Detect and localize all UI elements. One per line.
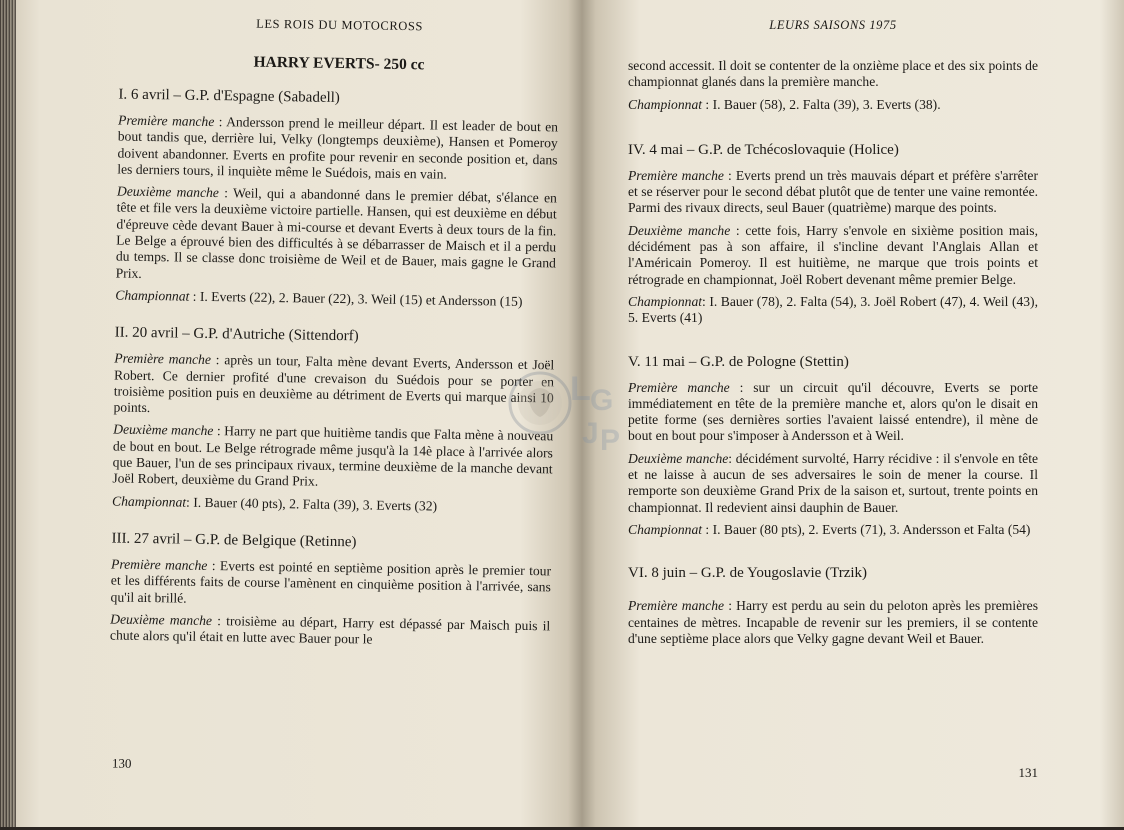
paragraph <box>112 422 553 494</box>
section-heading: V. 11 mai – G.P. de Pologne (Stettin) <box>628 353 849 370</box>
paragraph-text: : Everts est pointé en septième position après le premier tour et les différents faits de course l'amènent en cinquième position à l'arrivée, sans qu'il ait brillé. <box>110 557 552 606</box>
paragraph <box>110 556 551 612</box>
left-page-number: 130 <box>111 755 132 771</box>
paragraph-text: second accessit. Il doit se contenter de la onzième place et des six points de championnat glanés dans la première manche. <box>628 58 1038 90</box>
paragraph-text: : cette fois, Harry s'envole en sixième position mais, décidément pas à son affaire, il s'incline devant l'Anglais Allan et l'Américain Pomeroy. Il est huitième, ne marque que trois points et rétrograde en championnat, Joël Robert devenant même premier Belge. <box>628 222 1038 287</box>
paragraph-label: Championnat <box>628 521 703 537</box>
svg-text:J: J <box>582 417 599 450</box>
paragraph <box>115 287 555 310</box>
page-edges <box>0 0 16 827</box>
left-content <box>110 52 559 657</box>
paragraph-text: : Andersson prend le meilleur départ. Il est leader de bout en bout tandis que, derrière lui, Velky (longtemps deuxième), Hansen et Pomeroy doivent abandonner. Everts en profite pour revenir en seconde position et, dans les derniers tours, il inquiète même le Suédois, mais en vain. <box>117 114 559 182</box>
paragraph-text: : I. Everts (22), 2. Bauer (22), 3. Weil (15) et Andersson (15) <box>189 288 523 309</box>
section-espagne <box>115 86 558 311</box>
chapter-title: HARRY EVERTS- 250 cc <box>253 53 425 74</box>
svg-text:G: G <box>590 384 614 417</box>
svg-text:L: L <box>570 370 591 408</box>
paragraph-text: : après un tour, Falta mène devant Everts, Andersson et Joël Robert. Ce dernier profité d'une crevaison du Suédois pour se porter en troisième position puis en deuxième au détriment de Everts qui marque ainsi 10 points. <box>113 352 555 416</box>
section-tchecoslovaquie <box>628 141 1038 327</box>
paragraph <box>116 184 557 289</box>
paragraph <box>628 58 1038 91</box>
paragraph-text: : I. Bauer (58), 2. Falta (39), 3. Everts (38). <box>702 96 941 112</box>
right-content <box>628 58 1038 653</box>
paragraph-text: : décidément survolté, Harry récidive : il s'envole en tête et ne laisse à aucun de ses adversaires le soin de mener la course. Il remporte son deuxième Grand Prix de la saison et, surtout, trente points en championnat. Il redevient ainsi dauphin de Bauer. <box>628 450 1038 515</box>
paragraph-label: Championnat <box>111 493 187 510</box>
paragraph-text: : I. Bauer (40 pts), 2. Falta (39), 3. Everts (32) <box>185 494 438 514</box>
paragraph-label: Championnat <box>628 96 703 112</box>
section-heading: IV. 4 mai – G.P. de Tchécoslovaquie (Holice) <box>628 141 899 158</box>
section-pologne <box>628 353 1038 539</box>
paragraph <box>628 97 1038 113</box>
paragraph-text: : I. Bauer (78), 2. Falta (54), 3. Joël Robert (47), 4. Weil (43), 5. Everts (41) <box>628 293 1038 326</box>
paragraph-label: Championnat <box>628 293 703 309</box>
paragraph-label: Première manche <box>117 112 215 130</box>
paragraph-text: : Harry est perdu au sein du peloton après les premières centaines de mètres. Incapable de revenir sur les premiers, il se contente d'une septième place alors que Velky gagne devant Weil et Bauer. <box>628 598 1038 646</box>
paragraph-label: Première manche <box>628 379 730 395</box>
paragraph <box>628 294 1038 327</box>
paragraph <box>628 451 1038 516</box>
paragraph-text: : Weil, qui a abandonné dans le premier débat, s'élance en tête et file vers la deuxième victoire partielle. Hansen, qui est deuxième en début d'épreuve cède devant Bauer à mi-course et devant Everts à deux tours de la fin. Le Belge a éprouvé bien des difficultés à se débarrasser de Maisch et il a perdu du temps. Il se classe donc troisième de Weil et de Bauer, mais gagne le Grand Prix. <box>115 185 558 281</box>
paragraph <box>628 380 1038 445</box>
paragraph-label: Deuxième manche <box>628 450 729 466</box>
section-yougoslavie <box>628 564 1038 647</box>
paragraph <box>628 168 1038 217</box>
paragraph-text: : sur un circuit qu'il découvre, Everts se porte immédiatement en tête de la première manche et, alors qu'on le disait en petite forme (ses dernières sorties l'avaient laissé entendre), il mène de bout en bout pour s'imposer à Andersson et à Weil. <box>628 379 1038 444</box>
left-running-head: LES ROIS DU MOTOCROSS <box>256 16 424 34</box>
paragraph-label: Deuxième manche <box>110 611 213 628</box>
paragraph-text: : Everts prend un très mauvais départ et préfère s'arrêter et se réserver pour le second débat plutôt que de tenter une vaine remontée. Parmi des rivaux directs, seul Bauer (quatrième) marque des points. <box>628 167 1038 216</box>
paragraph-label: Première manche <box>110 556 208 573</box>
paragraph <box>110 611 550 651</box>
section-heading: VI. 8 juin – G.P. de Yougoslavie (Trzik) <box>628 565 868 582</box>
paragraph-text: : Harry ne part que huitième tandis que Falta mène à nouveau de bout en bout. Le Belge rétrograde même jusqu'à la 14è place à l'arrivée alors que Bauer, l'un de ses principaux rivaux, termine deuxième de la manche devant Joël Robert, deuxième du Grand Prix. <box>112 423 554 490</box>
lgjp-stamp-icon <box>500 355 640 455</box>
paragraph-label: Deuxième manche <box>116 183 220 201</box>
section-heading: III. 27 avril – G.P. de Belgique (Retinne) <box>111 530 357 551</box>
paragraph <box>628 223 1038 288</box>
paragraph-label: Deuxième manche <box>628 222 731 238</box>
paragraph-label: Deuxième manche <box>113 421 214 439</box>
paragraph-label: Première manche <box>628 598 725 614</box>
right-page-number: 131 <box>1018 765 1038 780</box>
paragraph <box>117 113 558 185</box>
section-heading: I. 6 avril – G.P. d'Espagne (Sabadell) <box>118 86 340 107</box>
paragraph <box>112 493 552 516</box>
paragraph-label: Première manche <box>628 167 724 183</box>
section-heading: II. 20 avril – G.P. d'Autriche (Sittendorf) <box>114 324 359 345</box>
paragraph <box>628 522 1038 538</box>
right-page <box>628 0 1038 827</box>
paragraph-label: Championnat <box>115 287 190 304</box>
paragraph <box>628 598 1038 647</box>
paragraph-text: : I. Bauer (80 pts), 2. Everts (71), 3. Andersson et Falta (54) <box>702 521 1031 537</box>
left-page <box>107 0 560 830</box>
section-autriche <box>112 324 555 517</box>
paragraph-label: Première manche <box>114 350 212 368</box>
paragraph <box>113 351 554 423</box>
paragraph-text: : troisième au départ, Harry est dépassé par Maisch puis il chute alors qu'il était en lutte avec Bauer pour le <box>109 612 551 647</box>
section-belgique <box>110 529 552 650</box>
svg-text:P: P <box>600 424 621 455</box>
right-running-head: LEURS SAISONS 1975 <box>769 18 897 32</box>
